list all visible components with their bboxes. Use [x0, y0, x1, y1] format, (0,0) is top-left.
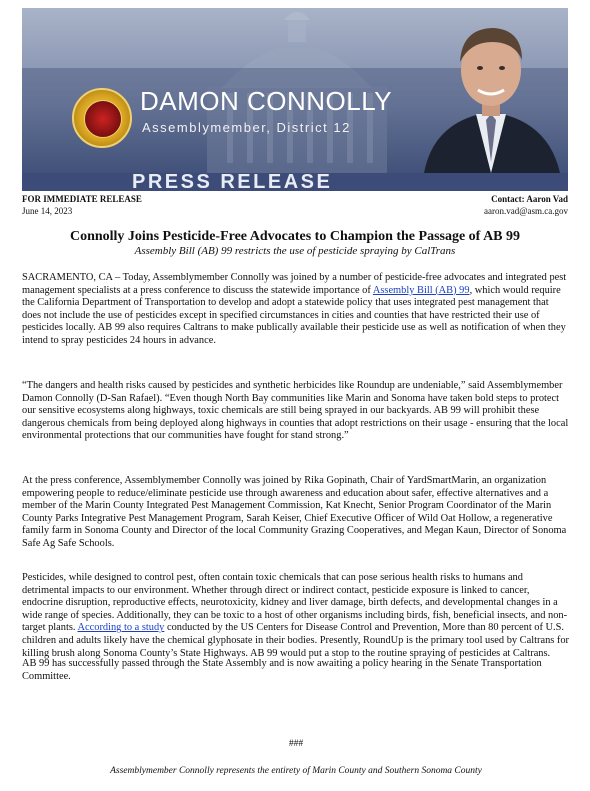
assemblymember-portrait-image — [414, 12, 568, 173]
paragraph-status: AB 99 has successfully passed through the State Assembly and is now awaiting a policy hearing in the Senate Transportation Committee. — [22, 658, 542, 682]
paragraph-text: SACRAMENTO, CA – Today, Assemblymember Connolly was joined by a number of pesticide-free advocates and integrated pest management specialists at a press conference to discuss the statewide importance of — [22, 272, 567, 296]
headline: Connolly Joins Pesticide-Free Advocates to Champion the Passage of AB 99 — [69, 229, 521, 244]
release-date: June 14, 2023 — [22, 206, 73, 216]
paragraph-participants: At the press conference, Assemblymember Connolly was joined by Rika Gopinath, Chair of YardSmartMarin, an organization empowering people to reduce/eliminate pesticide use through awareness and education about safer, effective alternatives and a member of the Marin County Integrated Pest Management Commission, Kat Knecht, Senior Program Coordinator of the Marin County Parks Integrative Pest Management Program, Sarah Keiser, Chief Executive Officer of Wild Oat Hollow, a regenerative family farm in Sonoma County and Director of the local Community Grazing Cooperatives, and Megan Kaun, Director of Sonoma Safe Ag Safe Schools. — [22, 475, 567, 549]
contact-info — [484, 193, 568, 217]
paragraph-health-risks — [22, 572, 570, 660]
paragraph-intro — [22, 272, 570, 348]
contact-name: Contact: Aaron Vad — [491, 194, 568, 204]
paragraph-text: , which would require the California Department of Transportation to develop and adopt a statewide policy that uses integrated pest management that does not include the use of pesticides except in specified circumstances in cities and counties that have restricted their use of pesticides locally. AB 99 also requires Caltrans to make publically available their pesticide use as well as notification of when they intend to spray pesticides 24 hours in advance. — [22, 284, 566, 346]
paragraph-text: Pesticides, while designed to control pest, often contain toxic chemicals that can pose serious health risks to humans and detrimental impacts to our environment. Whether through direct or indirect contact, pesticide exposure is linked to cancer, endocrine disruption, reproductive effects, neurotoxicity, kidney and liver damage, birth defects, and developmental changes in a wide range of species. Additionally, they can be toxic to a host of other organisms including birds, fish, beneficial insects, and non-target plants. — [22, 572, 568, 634]
release-label: FOR IMMEDIATE RELEASE — [22, 194, 142, 204]
assemblymember-district: Assemblymember, District 12 — [142, 120, 351, 135]
assemblymember-name: DAMON CONNOLLY — [140, 86, 393, 116]
footer-note: Assemblymember Connolly represents the entirety of Marin County and Southern Sonoma County — [110, 766, 482, 776]
release-info — [22, 193, 142, 217]
california-assembly-seal-icon — [72, 88, 132, 148]
paragraph-quote: “The dangers and health risks caused by pesticides and synthetic herbicides like Roundup are undeniable,” said Assemblymember Damon Connolly (D-San Rafael). “Even though North Bay communities like Marin and Sonoma have taken bold steps to protect our sensitive ecosystems along highways, toxic chemicals are still being sprayed in our backyards. AB 99 will prohibit these dangerous chemicals from being deployed along highways in counties that adopt restrictions on their usage - ensuring that the local environmental protections that our communities have fought for stand strong.” — [22, 380, 569, 442]
press-release-label: PRESS RELEASE — [132, 171, 333, 191]
header-banner — [22, 8, 568, 191]
study-link[interactable]: According to a study — [77, 622, 165, 634]
subheadline: Assembly Bill (AB) 99 restricts the use of pesticide spraying by CalTrans — [134, 245, 456, 257]
assembly-bill-link[interactable]: Assembly Bill (AB) 99 — [372, 284, 470, 296]
contact-email: aaron.vad@asm.ca.gov — [483, 206, 568, 216]
paragraph-text: conducted by the US Centers for Disease Control and Prevention, More than 80 percent of U.S. children and adults likely have the chemical glyphosate in their bodies. Presently, RoundUp is the primary tool used by Caltrans for killing brush along Sonoma County’s State Highways. AB 99 would put a stop to the routine spraying of pesticides at Caltrans. — [22, 622, 570, 659]
end-mark: ### — [288, 739, 304, 749]
